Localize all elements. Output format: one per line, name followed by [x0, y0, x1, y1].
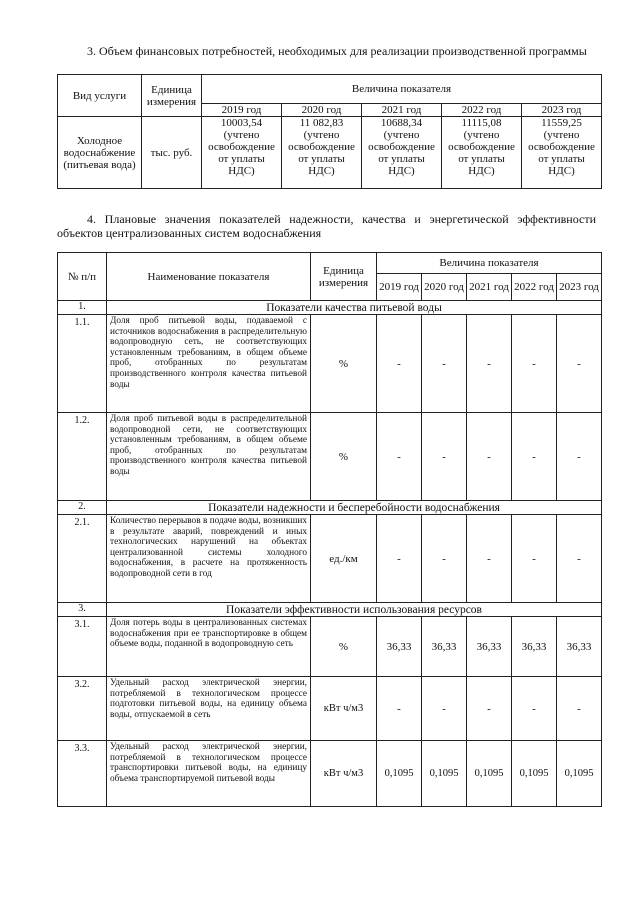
finance-value: 11 082,83 (учтено освобождение от уплаты НДС) — [282, 117, 362, 189]
indicator-value: - — [422, 315, 467, 413]
section4-heading: 4. Плановые значения показателей надежности, качества и энергетической эффективности объектов централизованных систем водоснабжения — [57, 212, 596, 240]
row-num: 3.2. — [58, 677, 107, 741]
finance-value: 11115,08 (учтено освобождение от уплаты НДС) — [442, 117, 522, 189]
finance-year: 2019 год — [202, 104, 282, 117]
indicator-value: 0,1095 — [467, 741, 512, 807]
indicators-col-unit: Единица измерения — [311, 253, 377, 301]
finance-value: 10688,34 (учтено освобождение от уплаты НДС) — [362, 117, 442, 189]
group-title: Показатели эффективности использования ресурсов — [107, 603, 602, 617]
finance-value: 11559,25 (учтено освобождение от уплаты НДС) — [522, 117, 602, 189]
indicators-table — [57, 252, 602, 807]
group-num: 1. — [58, 301, 107, 315]
indicator-value: - — [512, 515, 557, 603]
indicator-value: - — [557, 315, 602, 413]
indicator-unit: кВт ч/м3 — [311, 677, 377, 741]
row-num: 3.3. — [58, 741, 107, 807]
indicator-value: 0,1095 — [377, 741, 422, 807]
indicator-value: - — [377, 515, 422, 603]
indicator-value: - — [377, 677, 422, 741]
group-title: Показатели надежности и бесперебойности водоснабжения — [107, 501, 602, 515]
row-num: 3.1. — [58, 617, 107, 677]
finance-col-value: Величина показателя — [202, 75, 602, 104]
indicator-name: Количество перерывов в подаче воды, возникших в результате аварий, повреждений и иных технологических нарушений на объектах централизованной системы холодного водоснабжения, в расчете на протяженность водопроводной сети в год — [107, 515, 311, 603]
indicator-unit: ед./км — [311, 515, 377, 603]
indicator-value: - — [377, 413, 422, 501]
row-num: 1.1. — [58, 315, 107, 413]
indicator-value: 0,1095 — [512, 741, 557, 807]
indicator-value: 0,1095 — [557, 741, 602, 807]
indicator-value: 36,33 — [512, 617, 557, 677]
finance-year: 2020 год — [282, 104, 362, 117]
finance-year: 2021 год — [362, 104, 442, 117]
indicator-name: Доля проб питьевой воды в распределительной водопроводной сети, не соответствующих установленным требованиям, в общем объеме проб, отобранных по результатам производственного контроля качества питьевой воды — [107, 413, 311, 501]
indicator-value: 36,33 — [377, 617, 422, 677]
indicator-value: 36,33 — [422, 617, 467, 677]
indicator-value: - — [512, 413, 557, 501]
indicator-name: Доля проб питьевой воды, подаваемой с источников водоснабжения в распределительную водопроводную сеть, не соответствующих установленным требованиям, в общем объеме проб, отобранных по результатам производственного контроля качества питьевой воды — [107, 315, 311, 413]
indicator-name: Доля потерь воды в централизованных системах водоснабжения при ее транспортировке в общем объеме воды, поданной в водопроводную сеть — [107, 617, 311, 677]
indicator-unit: % — [311, 413, 377, 501]
indicators-year: 2019 год — [377, 274, 422, 301]
section3-heading: 3. Объем финансовых потребностей, необходимых для реализации производственной программы — [87, 44, 587, 58]
indicator-value: - — [512, 677, 557, 741]
group-num: 2. — [58, 501, 107, 515]
indicator-value: 36,33 — [467, 617, 512, 677]
finance-service: Холодное водоснабжение (питьевая вода) — [58, 117, 142, 189]
group-num: 3. — [58, 603, 107, 617]
indicator-value: - — [467, 413, 512, 501]
finance-year: 2022 год — [442, 104, 522, 117]
indicator-value: 0,1095 — [422, 741, 467, 807]
indicators-year: 2020 год — [422, 274, 467, 301]
indicator-value: - — [422, 677, 467, 741]
indicators-col-num: № п/п — [58, 253, 107, 301]
indicators-col-value: Величина показателя — [377, 253, 602, 274]
indicator-value: - — [422, 515, 467, 603]
row-num: 1.2. — [58, 413, 107, 501]
group-title: Показатели качества питьевой воды — [107, 301, 602, 315]
indicator-value: - — [467, 677, 512, 741]
indicator-value: - — [557, 413, 602, 501]
finance-col-service: Вид услуги — [58, 75, 142, 117]
finance-year: 2023 год — [522, 104, 602, 117]
indicator-value: - — [422, 413, 467, 501]
indicator-unit: % — [311, 315, 377, 413]
indicators-year: 2022 год — [512, 274, 557, 301]
indicator-value: - — [512, 315, 557, 413]
indicators-col-name: Наименование показателя — [107, 253, 311, 301]
finance-table — [57, 74, 602, 189]
indicator-name: Удельный расход электрической энергии, потребляемой в технологическом процессе подготовки питьевой воды, на единицу объема воды, отпускаемой в сеть — [107, 677, 311, 741]
row-num: 2.1. — [58, 515, 107, 603]
finance-value: 10003,54 (учтено освобождение от уплаты НДС) — [202, 117, 282, 189]
indicator-value: 36,33 — [557, 617, 602, 677]
indicator-value: - — [467, 515, 512, 603]
finance-unit: тыс. руб. — [142, 117, 202, 189]
indicator-value: - — [557, 515, 602, 603]
indicators-year: 2021 год — [467, 274, 512, 301]
indicator-unit: % — [311, 617, 377, 677]
indicator-unit: кВт ч/м3 — [311, 741, 377, 807]
indicator-value: - — [557, 677, 602, 741]
finance-col-unit: Единица измерения — [142, 75, 202, 117]
indicators-year: 2023 год — [557, 274, 602, 301]
indicator-value: - — [467, 315, 512, 413]
indicator-name: Удельный расход электрической энергии, потребляемой в технологическом процессе транспортировки питьевой воды, на единицу объема транспортируемой питьевой воды — [107, 741, 311, 807]
indicator-value: - — [377, 315, 422, 413]
